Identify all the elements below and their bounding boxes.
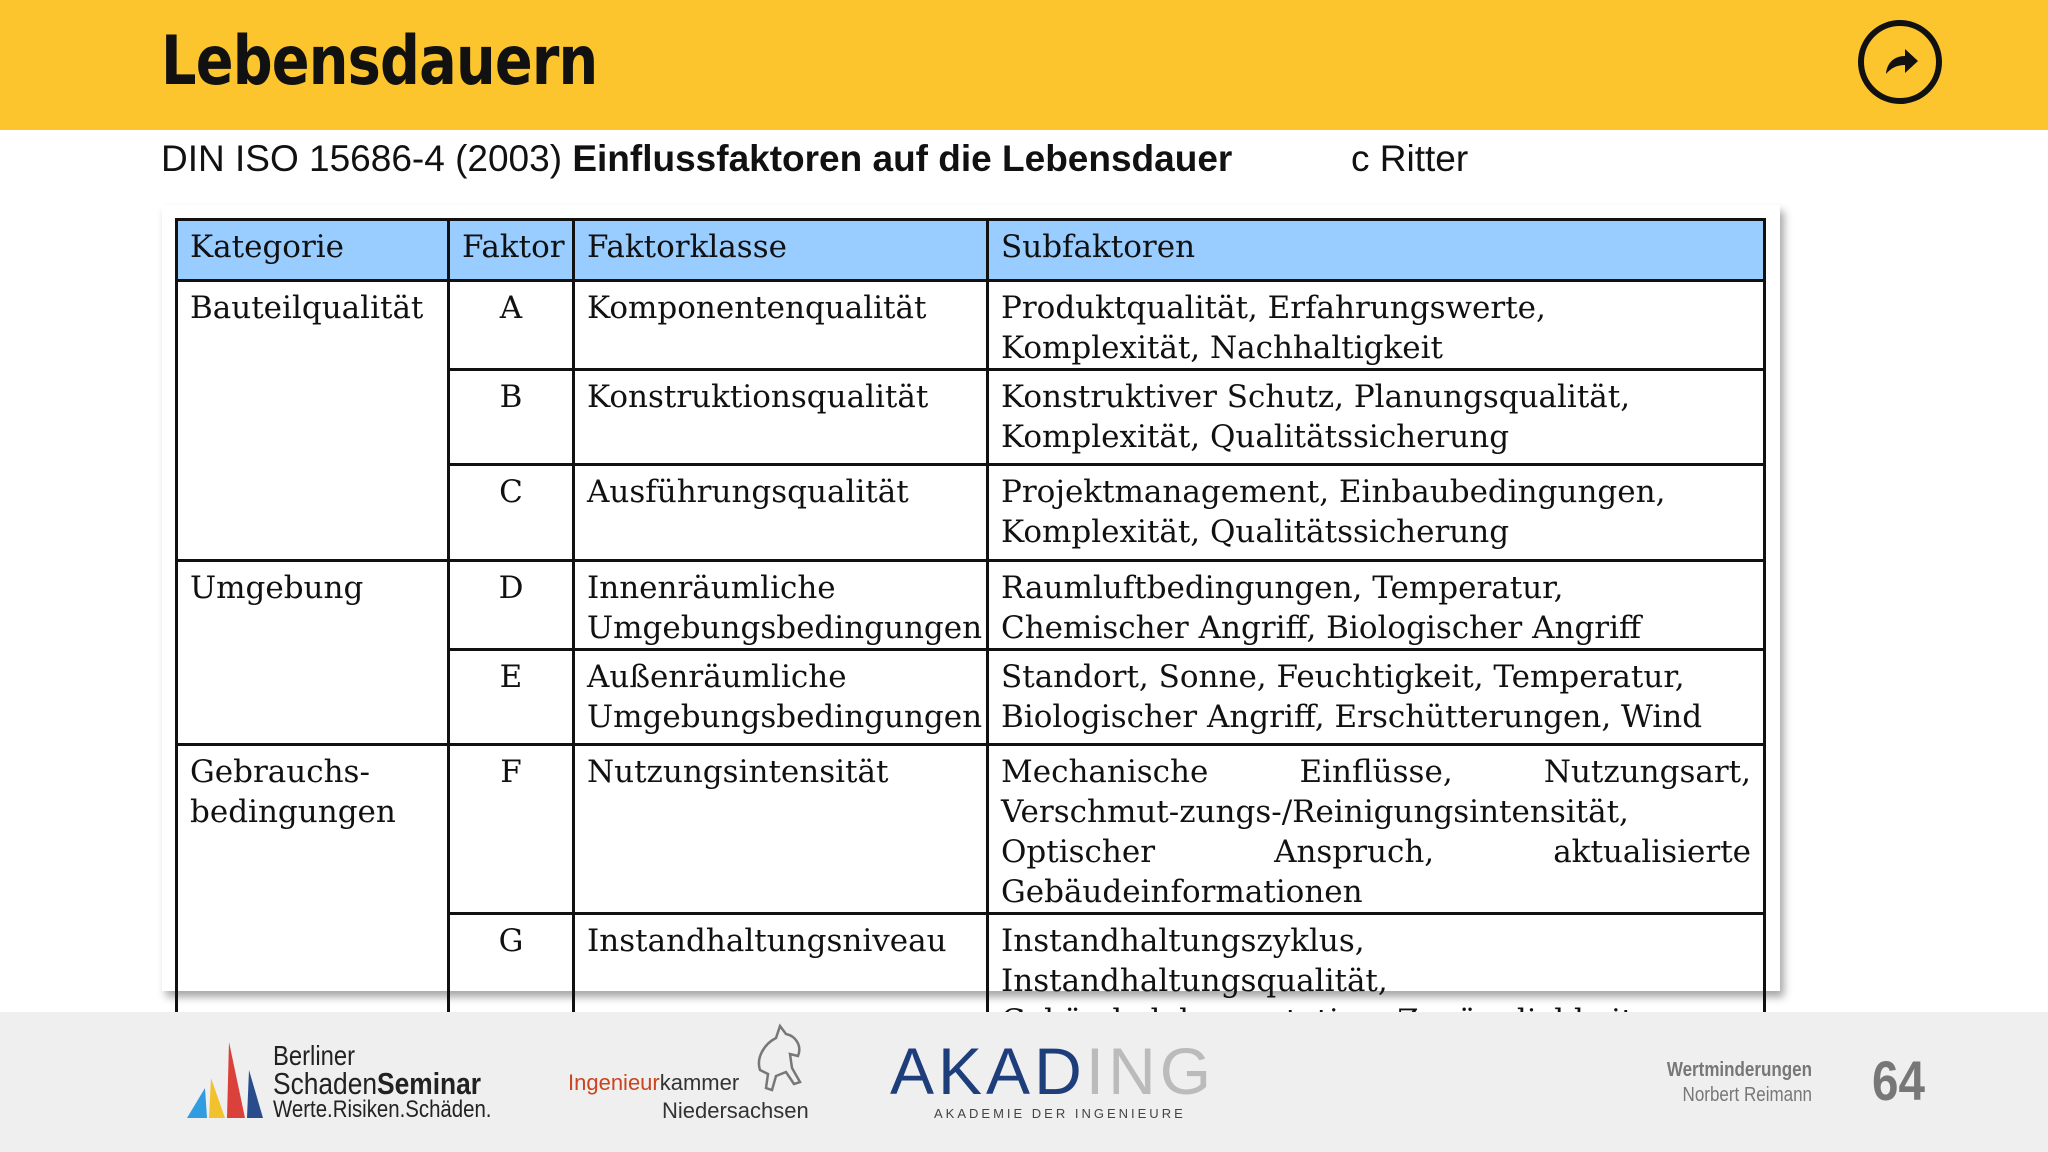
- header-faktor: Faktor: [449, 220, 574, 281]
- table-header-row: [177, 220, 1765, 281]
- standard-reference: DIN ISO 15686-4 (2003): [161, 138, 563, 179]
- subfactor-cell: Mechanische Einflüsse, Nutzungsart, Verschmut-zungs-/Reinigungsintensität, Optischer Anspruch, aktualisierte Gebäudeinformationen: [988, 745, 1765, 914]
- share-arrow-icon: [1878, 40, 1922, 84]
- akading-wordmark: AKADING: [890, 1034, 1216, 1108]
- header-kategorie: Kategorie: [177, 220, 449, 281]
- ikn-line1: Ingenieurkammer: [568, 1070, 740, 1095]
- ingenieurkammer-logo: [566, 1020, 816, 1130]
- bss-line2: SchadenSeminar: [273, 1066, 482, 1101]
- akading-tagline: AKADEMIE DER INGENIEURE: [934, 1106, 1186, 1121]
- subfactor-cell: Raumluftbedingungen, Temperatur, Chemischer Angriff, Biologischer Angriff: [988, 561, 1765, 650]
- header-faktorklasse: Faktorklasse: [574, 220, 988, 281]
- factor-cell: A: [449, 281, 574, 370]
- ikn-line2: Niedersachsen: [662, 1098, 809, 1123]
- factor-cell: D: [449, 561, 574, 650]
- factor-cell: E: [449, 650, 574, 745]
- bss-line1: Berliner: [273, 1040, 356, 1071]
- factor-class-cell: Konstruktionsqualität: [574, 370, 988, 465]
- category-cell: Umgebung: [177, 561, 449, 745]
- factor-cell: C: [449, 465, 574, 561]
- share-button[interactable]: [1858, 20, 1942, 104]
- subfactor-cell: Projektmanagement, Einbaubedingungen, Komplexität, Qualitätssicherung: [988, 465, 1765, 561]
- factor-cell: G: [449, 914, 574, 1043]
- factor-class-cell: Ausführungsqualität: [574, 465, 988, 561]
- header-bar: [0, 0, 2048, 130]
- subfactor-cell: Konstruktiver Schutz, Planungsqualität, Komplexität, Qualitätssicherung: [988, 370, 1765, 465]
- factor-class-cell: Komponentenqualität: [574, 281, 988, 370]
- table-row: [177, 745, 1765, 914]
- credit-text: c Ritter: [1351, 138, 1469, 179]
- subtitle-topic: Einflussfaktoren auf die Lebensdauer: [572, 138, 1233, 179]
- presentation-info: [1632, 1058, 1812, 1108]
- page-number: 64: [1872, 1049, 1925, 1112]
- category-cell: Bauteilqualität: [177, 281, 449, 561]
- subfactor-cell: Standort, Sonne, Feuchtigkeit, Temperatur, Biologischer Angriff, Erschütterungen, Wind: [988, 650, 1765, 745]
- akading-logo: [890, 1034, 1216, 1121]
- category-cell: Gebrauchs- bedingungen: [177, 745, 449, 1043]
- factor-class-cell: Instandhaltungsniveau: [574, 914, 988, 1043]
- factor-class-cell: Außenräumliche Umgebungsbedingungen: [574, 650, 988, 745]
- bss-line3: Werte.Risiken.Schäden.: [273, 1096, 492, 1123]
- factor-cell: B: [449, 370, 574, 465]
- factor-class-cell: Innenräumliche Umgebungsbedingungen: [574, 561, 988, 650]
- slide-subtitle: [161, 138, 1469, 180]
- header-subfaktoren: Subfaktoren: [988, 220, 1765, 281]
- table-row: [177, 561, 1765, 650]
- subfactor-cell: Instandhaltungszyklus, Instandhaltungsqualität,: [988, 914, 1765, 1043]
- table-row: [177, 281, 1765, 370]
- factor-cell: F: [449, 745, 574, 914]
- slide-title: Lebensdauern: [161, 22, 598, 101]
- presentation-author: Norbert Reimann: [1682, 1084, 1812, 1106]
- factors-table: [175, 218, 1766, 1044]
- berliner-schadenseminar-logo: [185, 1040, 492, 1123]
- horse-logo-icon: [742, 1020, 812, 1094]
- subfactor-cell: Produktqualität, Erfahrungswerte, Komplexität, Nachhaltigkeit: [988, 281, 1765, 370]
- factor-class-cell: Nutzungsintensität: [574, 745, 988, 914]
- table-image-frame: [162, 205, 1780, 999]
- presentation-topic: Wertminderungen: [1666, 1059, 1812, 1081]
- sail-logo-icon: [185, 1040, 269, 1120]
